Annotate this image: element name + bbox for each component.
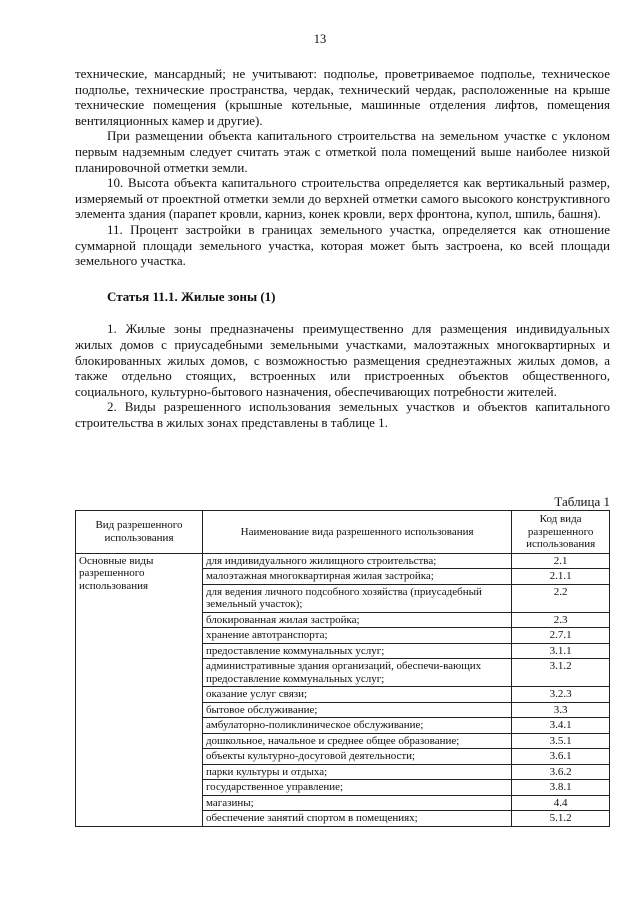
use-code-cell: 2.1 — [512, 553, 610, 569]
use-code-cell: 3.8.1 — [512, 780, 610, 796]
header-use-type: Вид разрешенного использования — [76, 511, 203, 554]
use-code-cell: 2.1.1 — [512, 569, 610, 585]
use-name-cell: для ведения личного подсобного хозяйства (приусадебный земельный участок); — [202, 584, 511, 612]
use-code-cell: 3.4.1 — [512, 718, 610, 734]
use-name-cell: оказание услуг связи; — [202, 687, 511, 703]
use-name-cell: парки культуры и отдыха; — [202, 764, 511, 780]
header-use-name: Наименование вида разрешенного использования — [202, 511, 511, 554]
paragraph-coverage: 11. Процент застройки в границах земельного участка, определяется как отношение суммарной площади земельного участка, которая может быть застроена, ко всей площади земельного участка. — [75, 221, 610, 269]
article-heading: Статья 11.1. Жилые зоны (1) — [107, 288, 276, 304]
use-name-cell: хранение автотранспорта; — [202, 628, 511, 644]
use-code-cell: 3.3 — [512, 702, 610, 718]
use-code-cell: 3.1.1 — [512, 643, 610, 659]
use-code-cell: 2.7.1 — [512, 628, 610, 644]
use-name-cell: административные здания организаций, обеспечи-вающих предоставление коммунальных услуг; — [202, 659, 511, 687]
use-name-cell: государственное управление; — [202, 780, 511, 796]
use-code-cell: 3.2.3 — [512, 687, 610, 703]
paragraph-residential-zones: 1. Жилые зоны предназначены преимущественно для размещения индивидуальных жилых домов с приусадебными земельными участками, малоэтажных многоквартирных и блокированных жилых домов, с возможностью размещения среднеэтажных жилых домов, а также отдельно стоящих, встроенных или пристроенных объектов общественного, социального, культурно-бытового назначения, обеспечивающих потребности жителей. — [75, 321, 610, 399]
table-body — [76, 553, 610, 826]
table-header-row — [76, 511, 610, 554]
use-code-cell: 3.6.2 — [512, 764, 610, 780]
use-name-cell: магазины; — [202, 795, 511, 811]
document-body — [75, 66, 610, 430]
header-use-code: Код вида разрешенного использования — [512, 511, 610, 554]
paragraph-permitted-uses: 2. Виды разрешенного использования земельных участков и объектов капитального строительства в жилых зонах представлены в таблице 1. — [75, 399, 610, 430]
use-name-cell: дошкольное, начальное и среднее общее образование; — [202, 733, 511, 749]
use-code-cell: 3.6.1 — [512, 749, 610, 765]
use-name-cell: объекты культурно-досуговой деятельности; — [202, 749, 511, 765]
page-number: 13 — [313, 32, 327, 46]
use-name-cell: амбулаторно-поликлиническое обслуживание; — [202, 718, 511, 734]
paragraph-slope: При размещении объекта капитального строительства на земельном участке с уклоном первым надземным следует считать этаж с отметкой пола помещений выше наиболее низкой планировочной отметки земли. — [75, 128, 610, 175]
use-name-cell: малоэтажная многоквартирная жилая застройка; — [202, 569, 511, 585]
use-name-cell: для индивидуального жилищного строительства; — [202, 553, 511, 569]
table-row — [76, 553, 610, 569]
permitted-use-table — [75, 510, 610, 827]
table-caption: Таблица 1 — [554, 494, 610, 509]
use-name-cell: предоставление коммунальных услуг; — [202, 643, 511, 659]
paragraph-height: 10. Высота объекта капитального строительства определяется как вертикальный размер, измеряемый от проектной отметки земли до верхней отметки самого высокого конструктивного элемента здания (парапет кровли, карниз, конек кровли, верх фронтона, купол, шпиль, башня). — [75, 175, 610, 222]
paragraph-floors-continued: технические, мансардный; не учитывают: подполье, проветриваемое подполье, техническое подполье, технические пространства, чердак, технический чердак, расположенные на крыше технические помещения (крышные котельные, машинные отделения лифтов, помещения вентиляционных камер и другие). — [75, 66, 610, 128]
use-code-cell: 3.1.2 — [512, 659, 610, 687]
use-name-cell: обеспечение занятий спортом в помещениях; — [202, 811, 511, 827]
use-name-cell: блокированная жилая застройка; — [202, 612, 511, 628]
use-code-cell: 3.5.1 — [512, 733, 610, 749]
use-name-cell: бытовое обслуживание; — [202, 702, 511, 718]
row-group-label: Основные виды разрешенного использования — [76, 553, 203, 826]
use-code-cell: 4.4 — [512, 795, 610, 811]
use-code-cell: 5.1.2 — [512, 811, 610, 827]
use-code-cell: 2.2 — [512, 584, 610, 612]
use-code-cell: 2.3 — [512, 612, 610, 628]
